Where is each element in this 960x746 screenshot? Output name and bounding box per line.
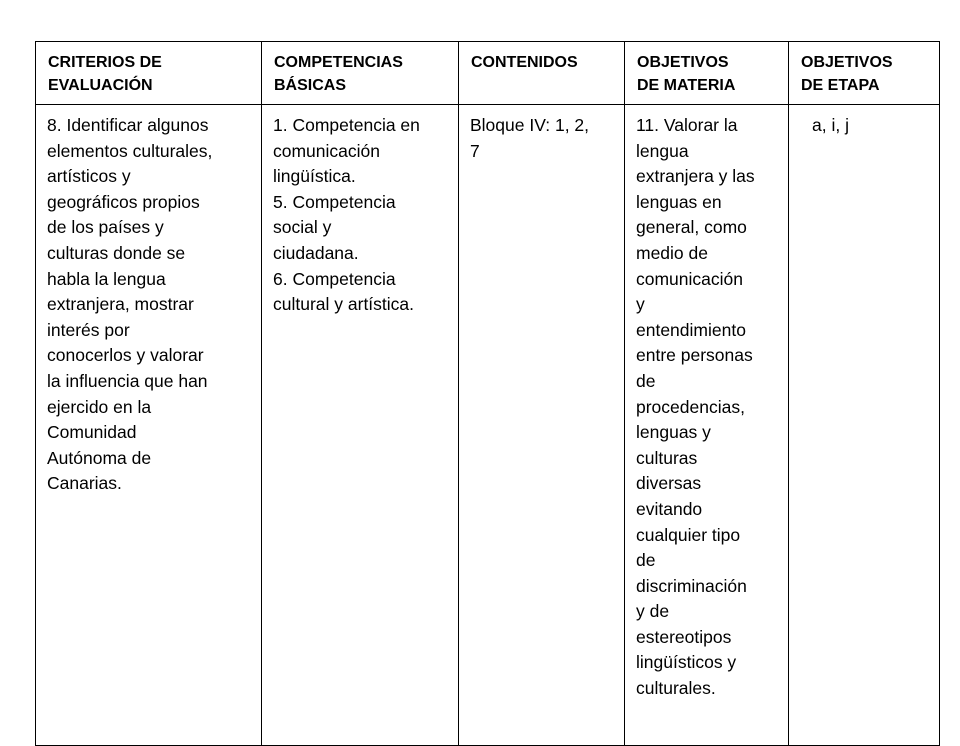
objetivos-etapa-text: a, i, j bbox=[812, 115, 849, 135]
competencias-text: 1. Competencia en comunicación lingüística. 5. Competencia social y ciudadana. 6. Competencia cultural y artística. bbox=[273, 115, 420, 315]
cell-objetivos-materia bbox=[625, 105, 789, 746]
header-criterios-label: CRITERIOS DE EVALUACIÓN bbox=[48, 54, 162, 94]
criterios-text: 8. Identificar algunos elementos culturales, artísticos y geográficos propios de los países y culturas donde se habla la lengua extranjera, mostrar interés por conocerlos y valorar la influencia que han ejercido en la Comunidad Autónoma de Canarias. bbox=[47, 115, 213, 494]
contenidos-text: Bloque IV: 1, 2, 7 bbox=[470, 115, 590, 161]
header-row bbox=[36, 42, 940, 105]
header-cell-competencias bbox=[262, 42, 459, 105]
header-objetivos-materia-label: OBJETIVOS DE MATERIA bbox=[637, 54, 736, 94]
objetivos-materia-text: 11. Valorar la lengua extranjera y las lenguas en general, como medio de comunicación y entendimiento entre personas de procedencias, lenguas y culturas diversas evitando cualquier tipo de discriminación y de estereotipos lingüísticos y culturales. bbox=[636, 115, 755, 699]
header-cell-contenidos bbox=[459, 42, 625, 105]
table-row bbox=[36, 105, 940, 746]
cell-criterios bbox=[36, 105, 262, 746]
header-contenidos-label: CONTENIDOS bbox=[471, 54, 578, 71]
cell-contenidos bbox=[459, 105, 625, 746]
header-cell-objetivos-etapa bbox=[789, 42, 940, 105]
header-competencias-label: COMPETENCIAS BÁSICAS bbox=[274, 54, 403, 94]
header-objetivos-etapa-label: OBJETIVOS DE ETAPA bbox=[801, 54, 893, 94]
cell-objetivos-etapa bbox=[789, 105, 940, 746]
curriculum-table bbox=[35, 41, 940, 746]
header-cell-criterios bbox=[36, 42, 262, 105]
cell-competencias bbox=[262, 105, 459, 746]
header-cell-objetivos-materia bbox=[625, 42, 789, 105]
